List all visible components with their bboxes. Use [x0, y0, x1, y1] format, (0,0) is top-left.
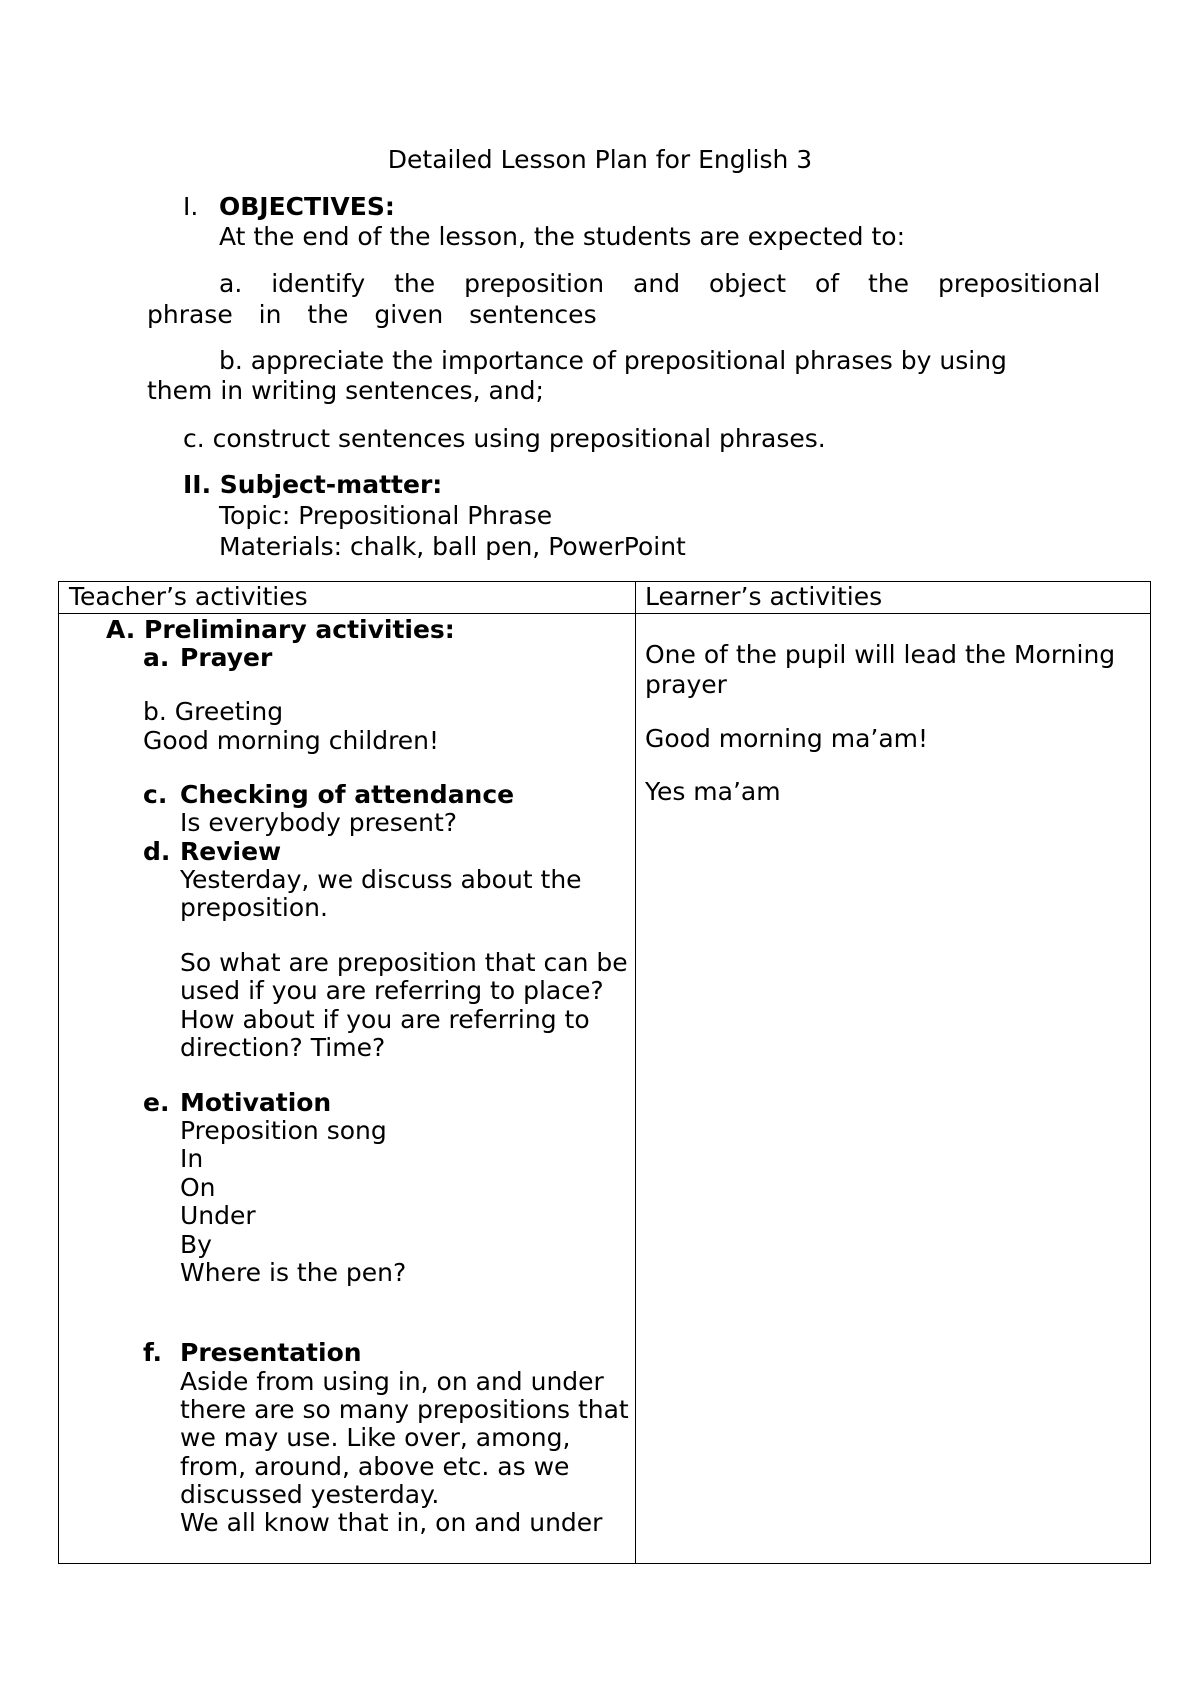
- item-c-letter: c.: [143, 780, 168, 809]
- objective-b-line2: them in writing sentences, and;: [147, 376, 544, 405]
- header-teacher-activities: Teacher’s activities: [69, 582, 308, 611]
- document-title: Detailed Lesson Plan for English 3: [387, 145, 813, 174]
- objective-c-line1: c. construct sentences using prepositional phrases.: [183, 424, 826, 453]
- item-b-text: Good morning children!: [143, 726, 440, 755]
- item-e-letter: e.: [143, 1088, 170, 1117]
- section-a-heading: A. Preliminary activities:: [106, 615, 455, 644]
- item-d-line: So what are preposition that can be: [180, 948, 628, 977]
- item-c-title: Checking of attendance: [180, 780, 515, 809]
- item-e-line: In: [180, 1144, 204, 1173]
- item-d-line: direction? Time?: [180, 1033, 386, 1062]
- subject-matter-heading: II. Subject-matter:: [183, 470, 443, 499]
- objective-a-line1: a. identify the preposition and object of the prepositional: [219, 269, 1101, 298]
- item-d-line: used if you are referring to place?: [180, 976, 604, 1005]
- item-e-line: On: [180, 1173, 216, 1202]
- item-f-line: discussed yesterday.: [180, 1480, 440, 1509]
- item-e-line: Preposition song: [180, 1116, 387, 1145]
- item-f-line: We all know that in, on and under: [180, 1508, 603, 1537]
- item-f-line: Aside from using in, on and under: [180, 1367, 604, 1396]
- item-d-line: Yesterday, we discuss about the: [180, 865, 582, 894]
- objectives-heading: OBJECTIVES:: [219, 192, 395, 221]
- learner-attendance: Yes ma’am: [645, 777, 781, 806]
- objective-b-line1: b. appreciate the importance of prepositional phrases by using: [219, 346, 1007, 375]
- item-f-line: there are so many prepositions that: [180, 1395, 629, 1424]
- item-e-line: Under: [180, 1201, 256, 1230]
- subject-topic: Topic: Prepositional Phrase: [219, 501, 553, 530]
- subject-materials: Materials: chalk, ball pen, PowerPoint: [219, 532, 686, 561]
- item-f-line: from, around, above etc. as we: [180, 1452, 570, 1481]
- objectives-intro: At the end of the lesson, the students are expected to:: [219, 222, 905, 251]
- item-e-line: Where is the pen?: [180, 1258, 407, 1287]
- item-a-letter: a.: [143, 643, 170, 672]
- learner-prayer-line: One of the pupil will lead the Morning: [645, 640, 1116, 669]
- item-a-title: Prayer: [180, 643, 273, 672]
- item-d-letter: d.: [143, 837, 171, 866]
- table-column-divider: [635, 582, 636, 1563]
- item-c-text: Is everybody present?: [180, 808, 458, 837]
- activities-table: [58, 581, 1151, 1564]
- objectives-numeral: I.: [183, 192, 199, 221]
- item-d-line: How about if you are referring to: [180, 1005, 590, 1034]
- objective-a-line2: phrase in the given sentences: [147, 300, 597, 329]
- item-f-title: Presentation: [180, 1338, 362, 1367]
- learner-greeting: Good morning ma’am!: [645, 724, 929, 753]
- item-e-title: Motivation: [180, 1088, 332, 1117]
- item-f-line: we may use. Like over, among,: [180, 1423, 571, 1452]
- item-d-title: Review: [180, 837, 282, 866]
- item-e-line: By: [180, 1230, 212, 1259]
- item-f-letter: f.: [143, 1338, 163, 1367]
- item-d-line: preposition.: [180, 893, 328, 922]
- learner-prayer-line: prayer: [645, 670, 727, 699]
- header-learner-activities: Learner’s activities: [645, 582, 883, 611]
- item-b-greeting: b. Greeting: [143, 697, 284, 726]
